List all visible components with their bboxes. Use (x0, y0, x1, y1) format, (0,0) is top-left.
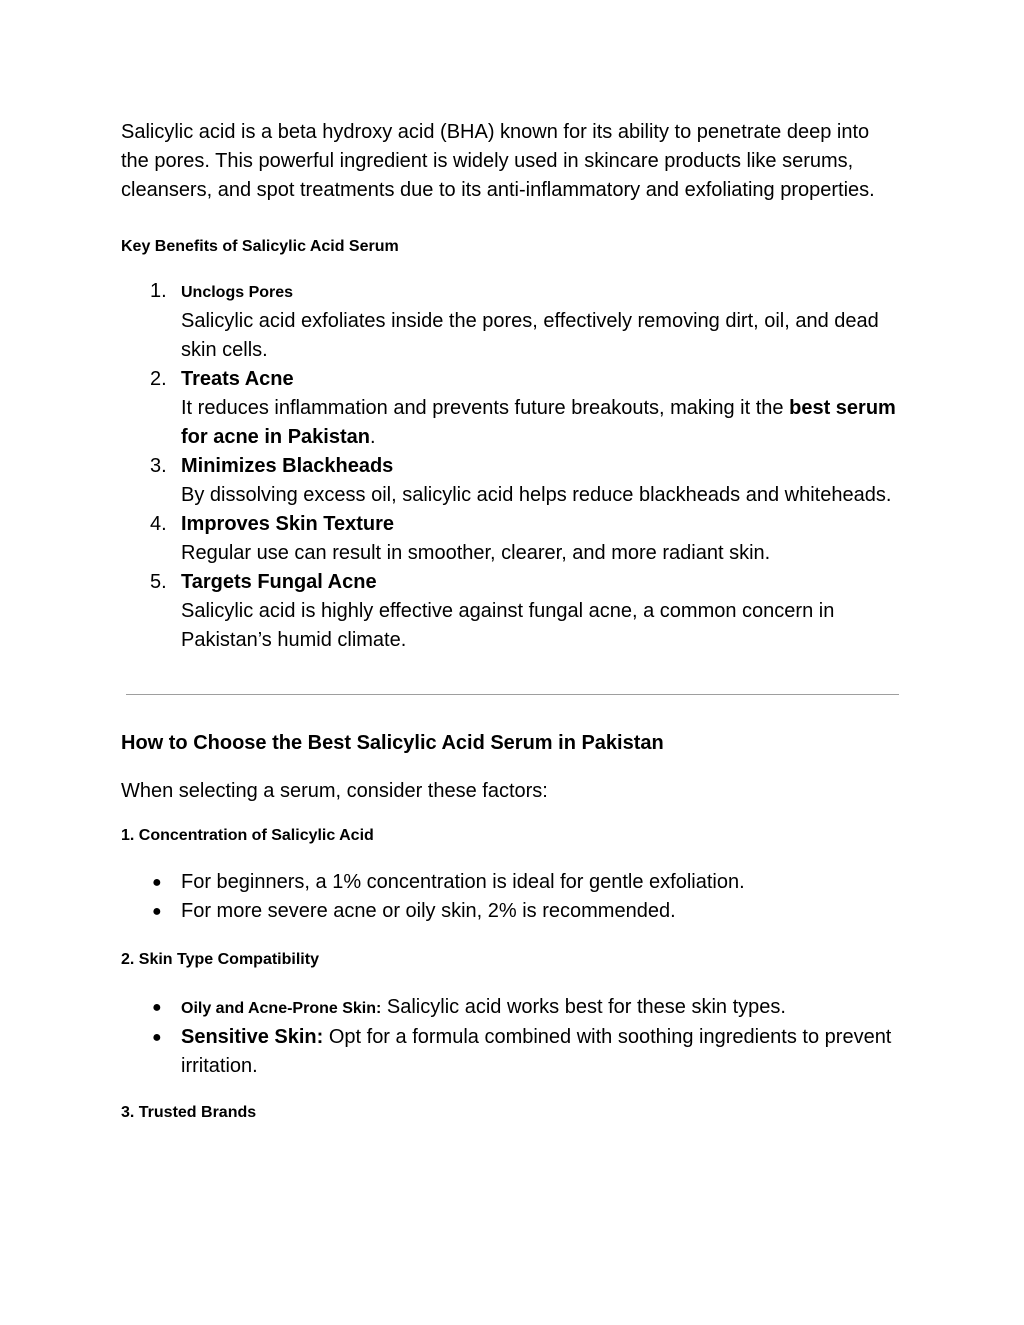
benefit-title: Targets Fungal Acne (181, 571, 377, 593)
concentration-list (121, 868, 901, 926)
intro-paragraph: Salicylic acid is a beta hydroxy acid (BHA) known for its ability to penetrate deep into the pores. This powerful ingredient is widely used in skincare products like serums, cleansers, and spot treatments due to its anti-inflammatory and exfoliating properties. (121, 121, 875, 201)
bullet-text: For more severe acne or oily skin, 2% is recommended. (181, 900, 676, 922)
skin-type-list (121, 993, 901, 1081)
choose-heading: How to Choose the Best Salicylic Acid Serum in Pakistan (121, 732, 664, 754)
list-item (121, 510, 901, 568)
list-number: 5. (150, 571, 167, 593)
benefit-body: Salicylic acid exfoliates inside the pores, effectively removing dirt, oil, and dead skin cells. (181, 310, 879, 361)
list-number: 4. (150, 513, 167, 535)
bullet-text: Salicylic acid works best for these skin types. (381, 996, 786, 1018)
benefit-body: Salicylic acid is highly effective against fungal acne, a common concern in Pakistan’s humid climate. (181, 600, 835, 651)
benefit-body: By dissolving excess oil, salicylic acid helps reduce blackheads and whiteheads. (181, 484, 892, 506)
benefit-body: Regular use can result in smoother, clearer, and more radiant skin. (181, 542, 771, 564)
choose-intro: When selecting a serum, consider these factors: (121, 780, 548, 802)
list-item (121, 868, 901, 897)
list-item (121, 993, 901, 1023)
concentration-heading: 1. Concentration of Salicylic Acid (121, 827, 374, 844)
list-item (121, 568, 901, 655)
list-item (121, 1023, 901, 1081)
benefit-title: Unclogs Pores (181, 284, 294, 301)
bullet-lead: Oily and Acne-Prone Skin: (181, 1000, 382, 1017)
bullet-icon: ● (152, 903, 162, 920)
benefit-title: Treats Acne (181, 368, 294, 390)
bullet-icon: ● (152, 999, 162, 1016)
bullet-lead: Sensitive Skin: (181, 1026, 324, 1048)
list-item (121, 452, 901, 510)
list-item (121, 277, 901, 365)
benefits-list (121, 277, 901, 655)
benefit-title: Minimizes Blackheads (181, 455, 394, 477)
benefit-title: Improves Skin Texture (181, 513, 395, 535)
benefit-body-end: . (369, 426, 376, 448)
benefit-body-emphasis: best serum for acne in Pakistan (181, 397, 896, 448)
list-item (121, 897, 901, 926)
list-number: 2. (150, 368, 167, 390)
benefits-heading: Key Benefits of Salicylic Acid Serum (121, 238, 399, 255)
bullet-icon: ● (152, 874, 162, 891)
benefit-body: It reduces inflammation and prevents future breakouts, making it the (181, 397, 790, 419)
document-page (121, 118, 901, 1123)
list-number: 1. (150, 280, 167, 302)
list-item (121, 365, 901, 452)
bullet-text: Opt for a formula combined with soothing ingredients to prevent irritation. (181, 1026, 892, 1077)
brands-heading: 3. Trusted Brands (121, 1104, 257, 1121)
bullet-icon: ● (152, 1029, 162, 1046)
skin-type-heading: 2. Skin Type Compatibility (121, 951, 319, 968)
bullet-text: For beginners, a 1% concentration is ideal for gentle exfoliation. (181, 871, 745, 893)
list-number: 3. (150, 455, 167, 477)
